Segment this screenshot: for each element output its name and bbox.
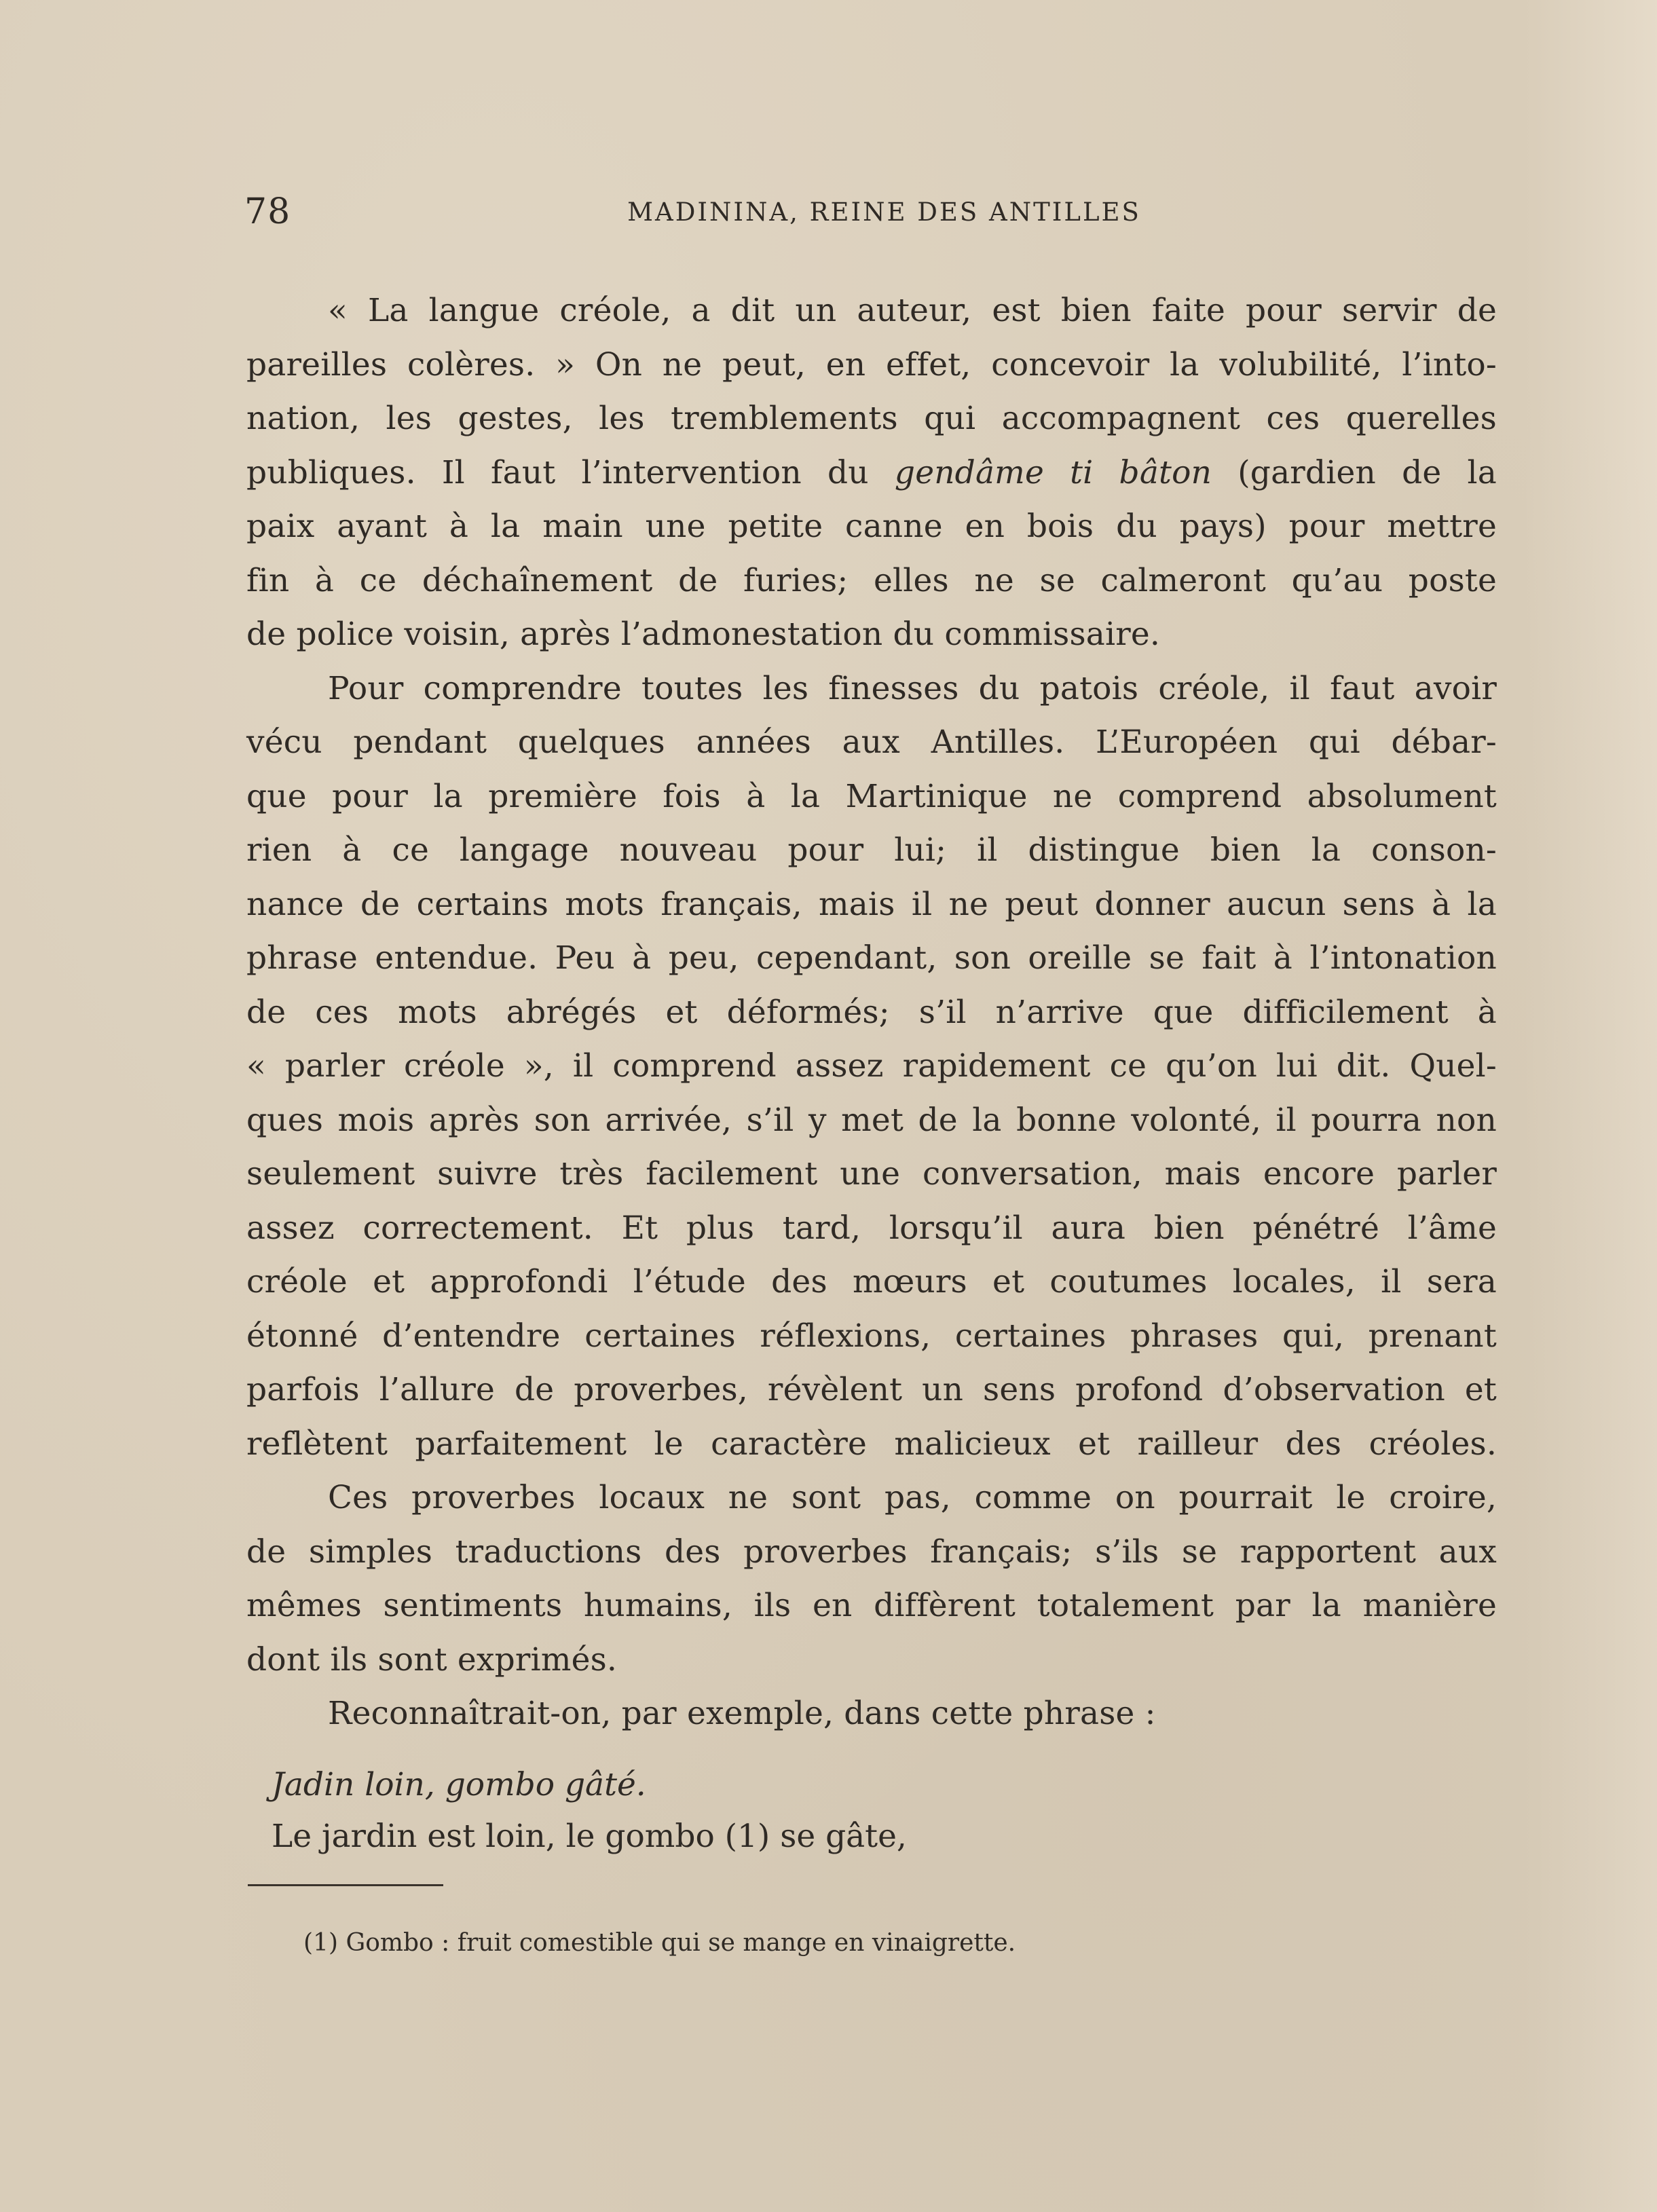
running-title: MADININA, REINE DES ANTILLES [627,198,1141,227]
body-text [246,284,1497,1741]
paragraph [246,1471,1497,1687]
text-line: étonné d’entendre certaines réflexions, certaines phrases qui, prenant [246,1317,1497,1355]
text-line: « parler créole », il comprend assez rapidement ce qu’on lui dit. Quel- [246,1047,1497,1085]
text-line: rien à ce langage nouveau pour lui; il distingue bien la conson- [246,831,1497,869]
text-line: de ces mots abrégés et déformés; s’il n’arrive que difficilement à [246,993,1497,1031]
text-run: publiques. Il faut l’intervention du [246,453,895,491]
text-line: nation, les gestes, les tremblements qui accompagnent ces querelles [246,400,1497,437]
text-line: parfois l’allure de proverbes, révèlent un sens profond d’observation et [246,1371,1497,1408]
footnote-rule [248,1884,443,1886]
text-line: pareilles colères. » On ne peut, en effet, concevoir la volubilité, l’into- [246,345,1497,383]
text-line: vécu pendant quelques années aux Antilles. L’Européen qui débar- [246,724,1497,761]
text-line: Reconnaîtrait-on, par exemple, dans cette phrase : [328,1695,1156,1732]
footnote: (1) Gombo : fruit comestible qui se mange en vinaigrette. [303,1929,1016,1957]
text-line: que pour la première fois à la Martinique ne comprend absolument [246,777,1497,815]
text-line: de simples traductions des proverbes français; s’ils se rapportent aux [246,1533,1497,1571]
text-line: créole et approfondi l’étude des mœurs et coutumes locales, il sera [246,1263,1497,1300]
page-number: 78 [244,191,291,232]
proverb-translation-line: Le jardin est loin, le gombo (1) se gâte, [272,1818,907,1855]
paragraph [246,1687,1497,1741]
text-line: de police voisin, après l’admonestation du commissaire. [246,616,1161,653]
text-line: Ces proverbes locaux ne sont pas, comme on pourrait le croire, [328,1479,1497,1516]
text-run: (gardien de la [1212,453,1497,491]
text-line: seulement suivre très facilement une conversation, mais encore parler [246,1155,1497,1193]
paragraph [246,662,1497,1471]
text-line: dont ils sont exprimés. [246,1641,618,1679]
text-line: mêmes sentiments humains, ils en diffèrent totalement par la manière [246,1587,1497,1624]
text-line: nance de certains mots français, mais il ne peut donner aucun sens à la [246,885,1497,923]
paragraph [246,284,1497,662]
proverb-block [258,1759,1344,1862]
text-line: phrase entendue. Peu à peu, cependant, son oreille se fait à l’intonation [246,939,1497,977]
text-line: fin à ce déchaînement de furies; elles ne se calmeront qu’au poste [246,561,1497,599]
italic-term: gendâme ti bâton [894,453,1212,491]
text-line [246,446,1497,500]
proverb-creole-line: Jadin loin, gombo gâté. [272,1766,646,1803]
text-line: reflètent parfaitement le caractère malicieux et railleur des créoles. [246,1425,1497,1463]
text-line: ques mois après son arrivée, s’il y met de la bonne volonté, il pourra non [246,1101,1497,1139]
running-head [244,191,1497,232]
text-line: « La langue créole, a dit un auteur, est bien faite pour servir de [328,292,1497,329]
text-line: Pour comprendre toutes les finesses du patois créole, il faut avoir [328,669,1497,707]
text-line: assez correctement. Et plus tard, lorsqu’il aura bien pénétré l’âme [246,1209,1497,1247]
text-line: paix ayant à la main une petite canne en bois du pays) pour mettre [246,508,1497,545]
